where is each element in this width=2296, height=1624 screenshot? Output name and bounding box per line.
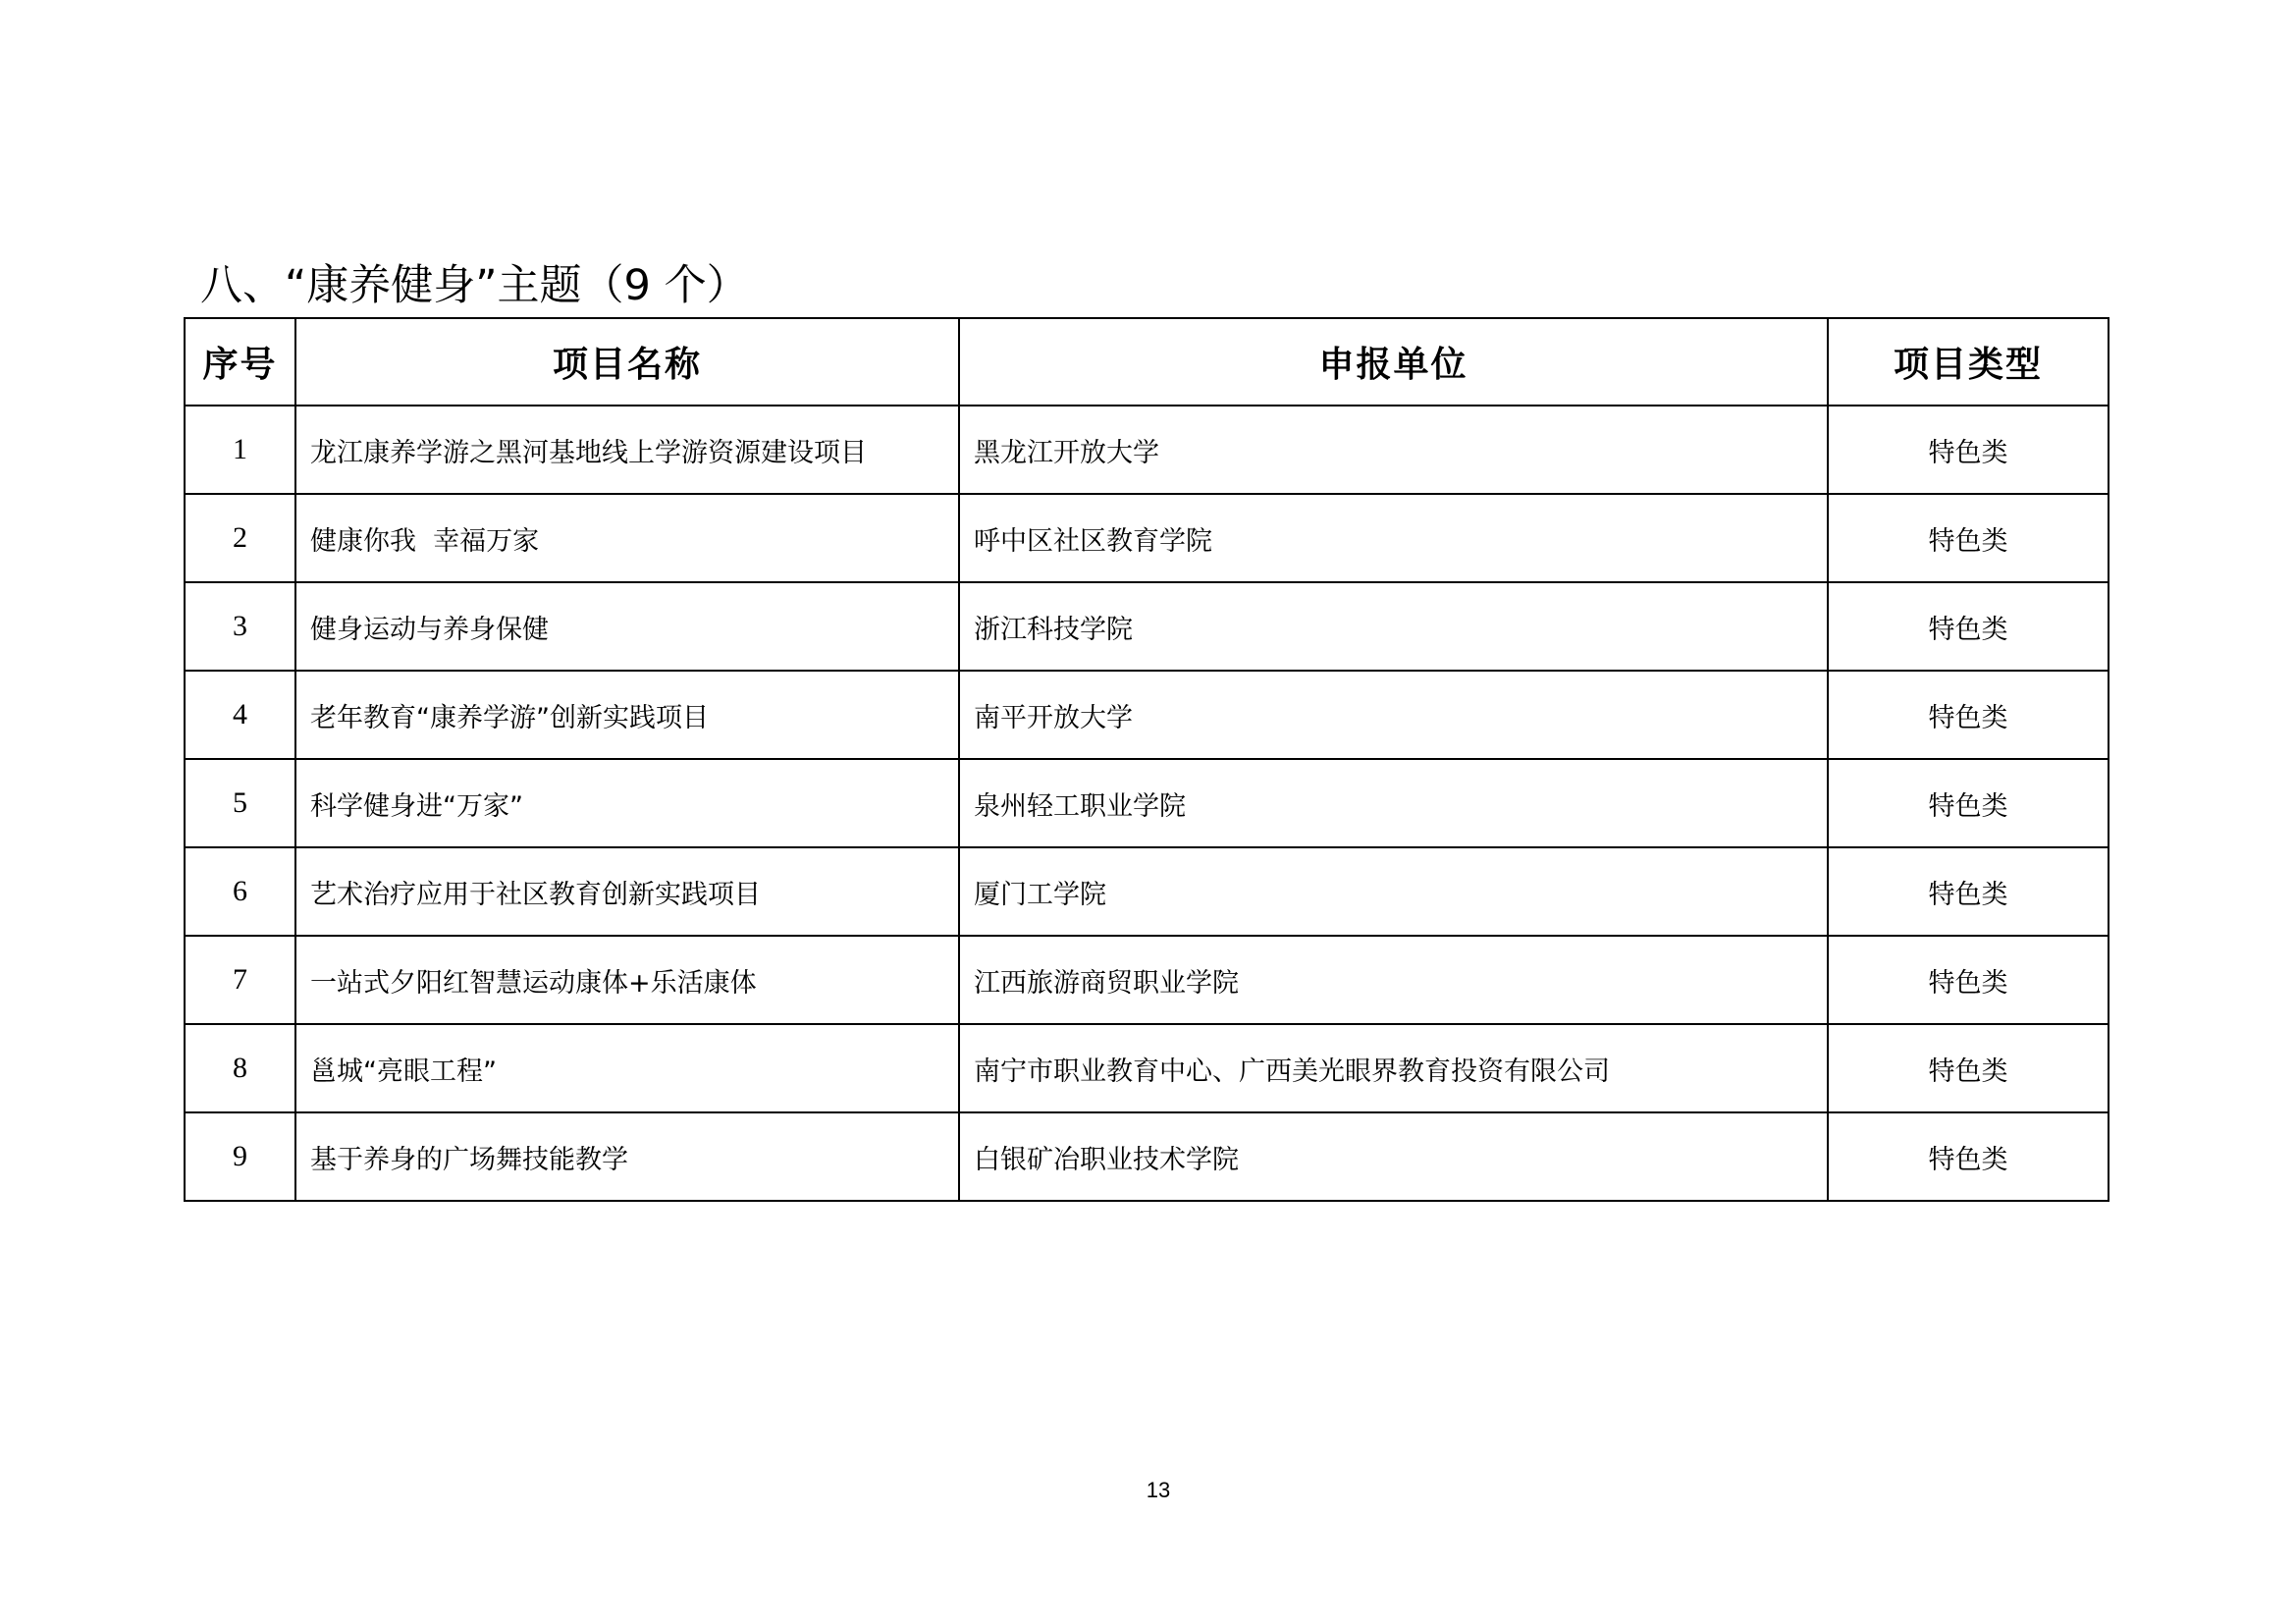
row-index: 6: [185, 847, 295, 936]
row-project-type: 特色类: [1828, 1112, 2109, 1201]
row-index: 9: [185, 1112, 295, 1201]
header-index: 序号: [185, 318, 295, 406]
table-header-row: [185, 318, 2109, 406]
section-title: 八、“康养健身”主题（9 个）: [200, 261, 749, 310]
header-type: 项目类型: [1828, 318, 2109, 406]
row-project-name: 邕城“亮眼工程”: [295, 1024, 959, 1112]
page-number: 13: [1146, 1478, 1171, 1502]
row-project-name: 龙江康养学游之黑河基地线上学游资源建设项目: [295, 406, 959, 494]
header-name: 项目名称: [295, 318, 959, 406]
row-project-name: 科学健身进“万家”: [295, 759, 959, 847]
row-project-name: 一站式夕阳红智慧运动康体+乐活康体: [295, 936, 959, 1024]
row-project-name: 基于养身的广场舞技能教学: [295, 1112, 959, 1201]
row-index: 4: [185, 671, 295, 759]
row-applicant-unit: 江西旅游商贸职业学院: [959, 936, 1828, 1024]
table-row: [185, 847, 2109, 936]
table-row: [185, 759, 2109, 847]
table-row: [185, 1024, 2109, 1112]
project-table: [184, 317, 2109, 1202]
row-project-name: 健康你我 幸福万家: [295, 494, 959, 582]
row-project-type: 特色类: [1828, 1024, 2109, 1112]
row-project-type: 特色类: [1828, 582, 2109, 671]
table-row: [185, 582, 2109, 671]
table-row: [185, 936, 2109, 1024]
table-row: [185, 1112, 2109, 1201]
row-project-name: 艺术治疗应用于社区教育创新实践项目: [295, 847, 959, 936]
row-index: 2: [185, 494, 295, 582]
row-applicant-unit: 呼中区社区教育学院: [959, 494, 1828, 582]
row-project-type: 特色类: [1828, 936, 2109, 1024]
row-index: 3: [185, 582, 295, 671]
row-project-name: 健身运动与养身保健: [295, 582, 959, 671]
row-applicant-unit: 南平开放大学: [959, 671, 1828, 759]
row-applicant-unit: 泉州轻工职业学院: [959, 759, 1828, 847]
row-index: 5: [185, 759, 295, 847]
row-project-type: 特色类: [1828, 494, 2109, 582]
row-project-type: 特色类: [1828, 671, 2109, 759]
row-index: 8: [185, 1024, 295, 1112]
row-project-type: 特色类: [1828, 406, 2109, 494]
row-index: 1: [185, 406, 295, 494]
row-project-type: 特色类: [1828, 847, 2109, 936]
header-unit: 申报单位: [959, 318, 1828, 406]
row-applicant-unit: 黑龙江开放大学: [959, 406, 1828, 494]
table-row: [185, 406, 2109, 494]
row-project-type: 特色类: [1828, 759, 2109, 847]
row-applicant-unit: 南宁市职业教育中心、广西美光眼界教育投资有限公司: [959, 1024, 1828, 1112]
row-project-name: 老年教育“康养学游”创新实践项目: [295, 671, 959, 759]
row-applicant-unit: 浙江科技学院: [959, 582, 1828, 671]
row-applicant-unit: 白银矿冶职业技术学院: [959, 1112, 1828, 1201]
row-applicant-unit: 厦门工学院: [959, 847, 1828, 936]
row-index: 7: [185, 936, 295, 1024]
table-row: [185, 671, 2109, 759]
table-row: [185, 494, 2109, 582]
